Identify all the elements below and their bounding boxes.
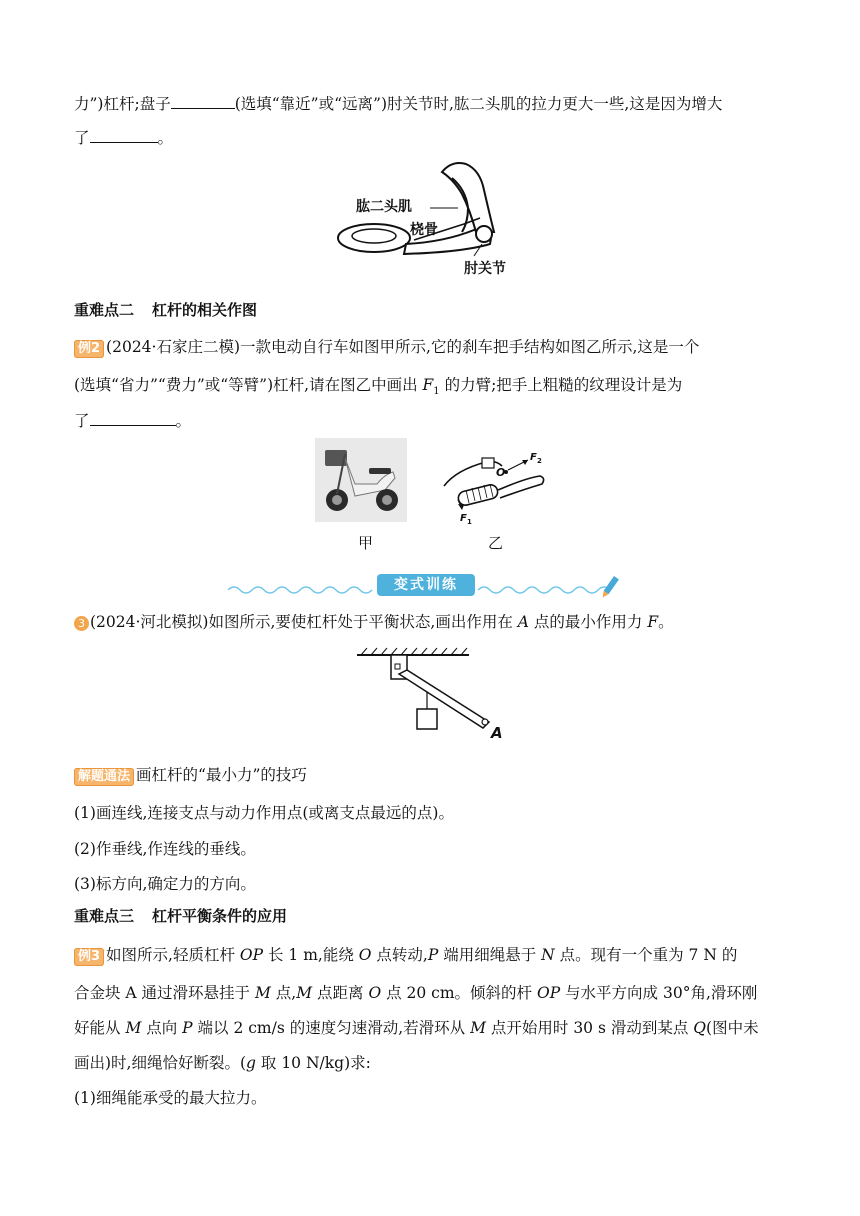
- label-f2: F: [530, 452, 537, 463]
- section-title: 杠杆的相关作图: [152, 301, 258, 319]
- example-text: 长 1 m,能绕: [263, 946, 359, 964]
- label-biceps: 肱二头肌: [356, 199, 412, 215]
- label-f1: F: [460, 513, 467, 524]
- intro-line-1: [74, 92, 722, 115]
- caption-jia: 甲: [358, 534, 374, 552]
- example-text: 点。现有一个重为 7 N 的: [554, 946, 738, 964]
- force-symbol: F: [647, 613, 659, 631]
- example-text: 好能从: [74, 1019, 126, 1037]
- scooter-photo: [315, 438, 407, 522]
- example-text: 画出)时,细绳恰好断裂。(: [74, 1054, 247, 1072]
- section-heading-2: [74, 299, 257, 321]
- section-heading-3: [74, 905, 287, 927]
- intro-text: 。: [157, 129, 174, 147]
- symbol: OP: [536, 984, 561, 1002]
- upper-arm: [442, 163, 494, 232]
- label-f2-sub: 2: [537, 457, 542, 465]
- example3-line-5: (1)细绳能承受的最大拉力。: [74, 1089, 267, 1107]
- symbol: N: [541, 946, 555, 964]
- intro-text: 力”)杠杆;盘子: [74, 95, 171, 113]
- symbol: P: [427, 946, 439, 964]
- example-tag: 例3: [74, 948, 104, 966]
- method-step: (3)标方向,确定力的方向。: [74, 875, 256, 893]
- symbol: OP: [239, 946, 264, 964]
- question-text: (2024·河北模拟)如图所示,要使杠杆处于平衡状态,画出作用在: [90, 613, 518, 631]
- question-text: 。: [658, 613, 674, 631]
- section-number: 重难点二: [74, 301, 135, 319]
- example-text: 端以 2 cm/s 的速度匀速滑动,若滑环从: [192, 1019, 471, 1037]
- example-text: 合金块 A 通过滑环悬挂于: [74, 984, 255, 1002]
- method-step: (2)作垂线,作连线的垂线。: [74, 840, 256, 858]
- symbol: M: [470, 1019, 486, 1037]
- symbol: g: [246, 1054, 256, 1072]
- example2-line-3: [74, 409, 191, 432]
- example-text: (2024·石家庄二模)一款电动自行车如图甲所示,它的刹车把手结构如图乙所示,这是一个: [106, 338, 700, 356]
- force-symbol: F: [422, 376, 434, 394]
- example-text: 与水平方向成 30°角,滑环刚: [560, 984, 758, 1002]
- answer-blank[interactable]: [90, 126, 158, 143]
- point-symbol: A: [517, 613, 529, 631]
- intro-text: 了: [74, 129, 90, 147]
- symbol: M: [254, 984, 271, 1002]
- force-subscript: 1: [433, 386, 440, 398]
- plate: [338, 224, 410, 252]
- example3-line-3: [74, 1017, 759, 1039]
- method-title: 画杠杆的“最小力”的技巧: [136, 766, 307, 784]
- example-text: 的力臂;把手上粗糙的纹理设计是为: [439, 376, 683, 394]
- intro-line-2: [74, 126, 173, 149]
- method-tag: 解题通法: [74, 768, 134, 786]
- method-step: (1)画连线,连接支点与动力作用点(或离支点最远的点)。: [74, 804, 454, 822]
- label-pivot-o: O: [496, 466, 506, 479]
- symbol: O: [358, 946, 372, 964]
- lever-figure: [355, 646, 515, 742]
- elbow-joint: [476, 226, 492, 242]
- symbol: P: [182, 1019, 193, 1037]
- example-text: 了: [74, 412, 90, 430]
- example-text: 点 20 cm。倾斜的杆: [381, 984, 537, 1002]
- example-text: 点,: [270, 984, 297, 1002]
- answer-blank[interactable]: [171, 92, 235, 109]
- example-text: 点距离: [312, 984, 369, 1002]
- symbol: O: [368, 984, 382, 1002]
- label-point-a: A: [491, 724, 503, 742]
- label-radius: 桡骨: [410, 222, 438, 238]
- example3-line-2: [74, 982, 757, 1004]
- example2-line-1: [74, 336, 699, 358]
- example2-line-2: [74, 374, 682, 403]
- answer-blank[interactable]: [90, 409, 176, 426]
- section-number: 重难点三: [74, 907, 135, 925]
- example-text: 点开始用时 30 s 滑动到某点: [485, 1019, 694, 1037]
- example-text: 。: [175, 412, 192, 430]
- label-elbow: 肘关节: [464, 261, 506, 277]
- section-title: 杠杆平衡条件的应用: [152, 907, 288, 925]
- question3-line: [74, 611, 674, 633]
- example3-line-4: [74, 1052, 371, 1074]
- question-text: 点的最小作用力: [528, 613, 648, 631]
- symbol: M: [125, 1019, 142, 1037]
- example-text: (图中未: [706, 1019, 759, 1037]
- symbol: M: [296, 984, 313, 1002]
- intro-text: (选填“靠近”或“远离”)肘关节时,肱二头肌的拉力更大一些,这是因为增大: [234, 95, 723, 113]
- example-text: 取 10 N/kg)求:: [255, 1054, 371, 1072]
- example3-line-1: [74, 944, 737, 966]
- brake-handle-figure: [436, 448, 552, 528]
- example-text: 端用细绳悬于: [438, 946, 542, 964]
- example-tag: 例2: [74, 340, 104, 358]
- label-f1-sub: 1: [467, 518, 472, 526]
- example-text: 点转动,: [371, 946, 428, 964]
- variant-banner-label: 变式训练: [377, 574, 475, 596]
- caption-yi: 乙: [488, 534, 504, 552]
- question-number-badge: 3: [74, 616, 89, 631]
- example-text: 如图所示,轻质杠杆: [106, 946, 240, 964]
- example-text: (选填“省力”“费力”或“等臂”)杠杆,请在图乙中画出: [74, 376, 423, 394]
- method-title-line: [74, 764, 307, 786]
- example-text: 点向: [141, 1019, 183, 1037]
- symbol: Q: [693, 1019, 707, 1037]
